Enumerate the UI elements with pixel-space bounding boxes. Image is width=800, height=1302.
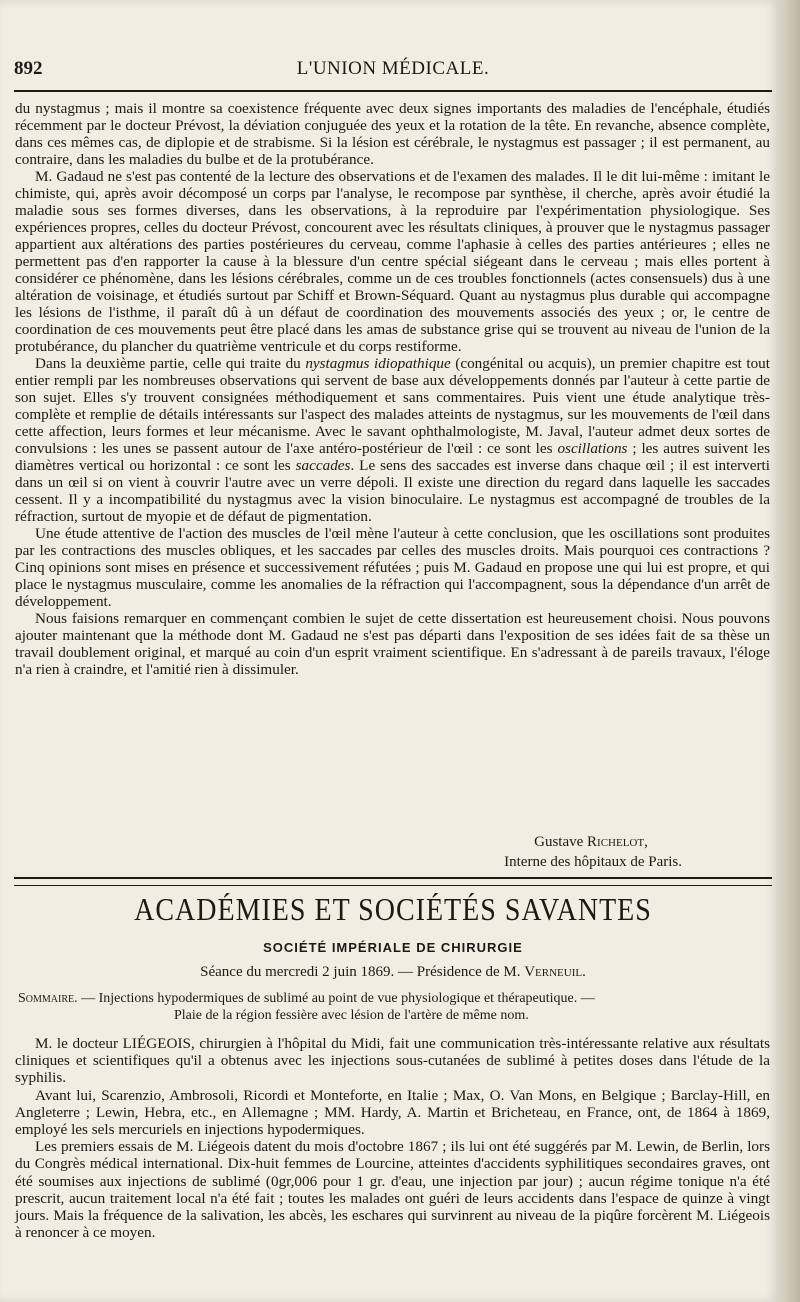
- sommaire-text: — Injections hypodermiques de sublimé au point de vue physiologique et thérapeutique. —: [77, 991, 595, 1006]
- header-rule: [14, 90, 772, 92]
- section-divider: [14, 877, 772, 886]
- seance-text: Séance du mercredi 2 juin 1869. — Présidence de M.: [200, 964, 525, 980]
- report-paragraph-2: Avant lui, Scarenzio, Ambrosoli, Ricordi et Monteforte, en Italie ; Max, O. Van Mons, en Belgique ; Barclay-Hill, en Angleterre ; Lewin, Hebra, etc., en Allemagne ; MM. Hardy, A. Martin et Bricheteau, en France, ont, de 1864 à 1869, employé les sels mercuriels en injections hypodermiques.: [15, 1086, 770, 1139]
- seance-line: Séance du mercredi 2 juin 1869. — Présidence de M. Verneuil.: [200, 964, 586, 980]
- review-paragraph-5: [15, 610, 770, 678]
- signature-first-name: Gustave: [534, 834, 588, 850]
- text-run: ; les autres suivent les diamètres vertical ou horizontal : ce sont les: [15, 440, 770, 474]
- review-paragraph-2: [15, 168, 770, 355]
- section-title: ACADÉMIES ET SOCIÉTÉS SAVANTES: [134, 893, 652, 928]
- page-number: 892: [14, 58, 43, 79]
- text-run: M. Gadaud ne s'est pas contenté de la lecture des observations et de l'examen des malades. Il le dit lui-même : imitant le chimiste, qui, après avoir décomposé un corps par l'analyse, le recompose par synthèse, il cherche, après avoir étudié la maladie sous ses formes diverses, dans les observations, à la reproduire par l'expérimentation physiologique. Ses expériences propres, celles du docteur Prévost, concourent avec les résultats cliniques, à prouver que le nystagmus passager appartient aux altérations des parties postérieures du cerveau, comme l'aphasie à celles des parties antérieures ; elles ne permettent pas d'en rapporter la cause à la blessure d'un centre spécial siégeant dans le cerveau ; mais elles portent à considérer ce phénomène, dans les lésions cérébrales, comme un de ces troubles fonctionnels (actes consensuels) dus à une altération de voisinage, et étudiés surtout par Schiff et Brown-Séquard. Quant au nystagmus plus durable qui accompagne les lésions de l'isthme, il paraît dû à un défaut de coordination des mouvements associés des yeux ; or, le centre de coordination de ces mouvements peut être placé dans les amas de substance grise qui se trouvent au niveau de l'union de la protubérance, du plancher du quatrième ventricule et du corps restiforme.: [15, 168, 770, 355]
- italic-term: saccades: [295, 457, 351, 474]
- society-name: SOCIÉTÉ IMPÉRIALE DE CHIRURGIE: [263, 940, 523, 955]
- review-paragraph-1: [15, 100, 770, 168]
- review-paragraph-4: [15, 525, 770, 610]
- review-paragraph-3: [15, 355, 770, 525]
- signature: [504, 832, 682, 872]
- text-run: Dans la deuxième partie, celle qui traite du: [35, 355, 306, 372]
- report-text: [15, 1035, 770, 1241]
- sommaire-line-2: Plaie de la région fessière avec lésion de l'artère de même nom.: [174, 1008, 529, 1023]
- signature-title: Interne des hôpitaux de Paris.: [504, 854, 682, 870]
- text-run: . Le sens des saccades est inverse dans chaque œil ; il est interverti dans un œil si on vient à couvrir l'autre avec un verre dépoli. Il existe une direction du regard dans laquelle les saccades cessent. Il y a incompatibilité du nystagmus avec la vision binoculaire. Le nystagmus est accompagné de troubles de la réfraction, surtout de myopie et de défaut de pigmentation.: [15, 457, 770, 525]
- report-paragraph-3: Les premiers essais de M. Liégeois datent du mois d'octobre 1867 ; ils lui ont été suggérés par M. Lewin, de Berlin, lors du Congrès médical international. Dix-huit femmes de Lourcine, atteintes d'accidents syphilitiques secondaires graves, ont été soumises aux injections de sublimé (0gr,006 pour 1 gr. d'eau, une injection par jour) ; aucun régime tonique n'a été prescrit, aucun traitement local n'a été fait ; toutes les malades ont guéri de leurs accidents dans l'espace de quinze à vingt jours. Mais la fréquence de la salivation, les abcès, les eschares qui survinrent au niveau de la piqûre forcèrent M. Liégeois à renoncer à ce moyen.: [15, 1138, 770, 1242]
- text-run: (congénital ou acquis), un premier chapitre est tout entier rempli par les nombreuses observations qui servent de base aux développements donnés par l'auteur à cette partie de son sujet. Elles s'y trouvent consignées méthodiquement et sans commentaires. Puis vient une étude analytique très-complète et remplie de détails intéressants sur l'aspect des malades atteints de nystagmus, sur les mouvements de l'œil dans cette affection, leurs formes et leur mécanisme. Avec le savant ophthalmologiste, M. Javal, l'auteur admet deux sortes de convulsions : les unes se passent autour de l'axe antéro-postérieur de l'œil : ce sont les: [15, 355, 770, 457]
- sommaire-line-1: [18, 990, 768, 1007]
- text-run: Nous faisions remarquer en commençant combien le sujet de cette dissertation est heureusement choisi. Nous pouvons ajouter maintenant que la méthode dont M. Gadaud ne s'est pas départi dans l'exposition de ses idées fait de sa thèse un travail doublement original, et marqué au coin d'un esprit vraiment scientifique. En s'adressant à de pareils travaux, l'éloge n'a rien à craindre, et l'amitié rien à dissimuler.: [15, 610, 770, 678]
- text-run: Une étude attentive de l'action des muscles de l'œil mène l'auteur à cette conclusion, que les oscillations sont produites par les contractions des muscles obliques, et les saccades par celles des muscles droits. Mais pourquoi ces contractions ? Cinq opinions sont mises en présence et successivement réfutées ; puis M. Gadaud en propose une qui lui est propre, et qui place le nystagmus musculaire, comme les anomalies de la réfraction qui l'accompagnent, sous la dépendance d'un arrêt de développement.: [15, 525, 770, 610]
- page-header: [14, 58, 772, 88]
- running-title: L'UNION MÉDICALE.: [296, 58, 490, 79]
- text-run: du nystagmus ; mais il montre sa coexistence fréquente avec deux signes importants des maladies de l'encéphale, étudiés récemment par le docteur Prévost, la déviation conjuguée des yeux et la rotation de la tête. En revanche, absence complète, dans ces mêmes cas, de diplopie et de strabisme. Si la lésion est cérébrale, le nystagmus est passager ; il est permanent, au contraire, dans les maladies du bulbe et de la protubérance.: [15, 100, 770, 168]
- page-edge: [780, 0, 800, 1302]
- president-name: Verneuil: [524, 964, 583, 980]
- sommaire-label: Sommaire.: [18, 991, 78, 1006]
- signature-name: Gustave Richelot,: [534, 834, 648, 850]
- review-text: [15, 100, 770, 678]
- sommaire: [18, 990, 768, 1024]
- signature-last-name: Richelot: [587, 834, 645, 850]
- italic-term: nystagmus idiopathique: [305, 355, 451, 372]
- italic-term: oscillations: [557, 440, 628, 457]
- report-paragraph-1: M. le docteur LIÉGEOIS, chirurgien à l'hôpital du Midi, fait une communication très-intéressante relative aux résultats cliniques et scientifiques qu'il a obtenus avec les injections sous-cutanées de sublimé à petites doses dans l'étude de la syphilis.: [15, 1035, 770, 1087]
